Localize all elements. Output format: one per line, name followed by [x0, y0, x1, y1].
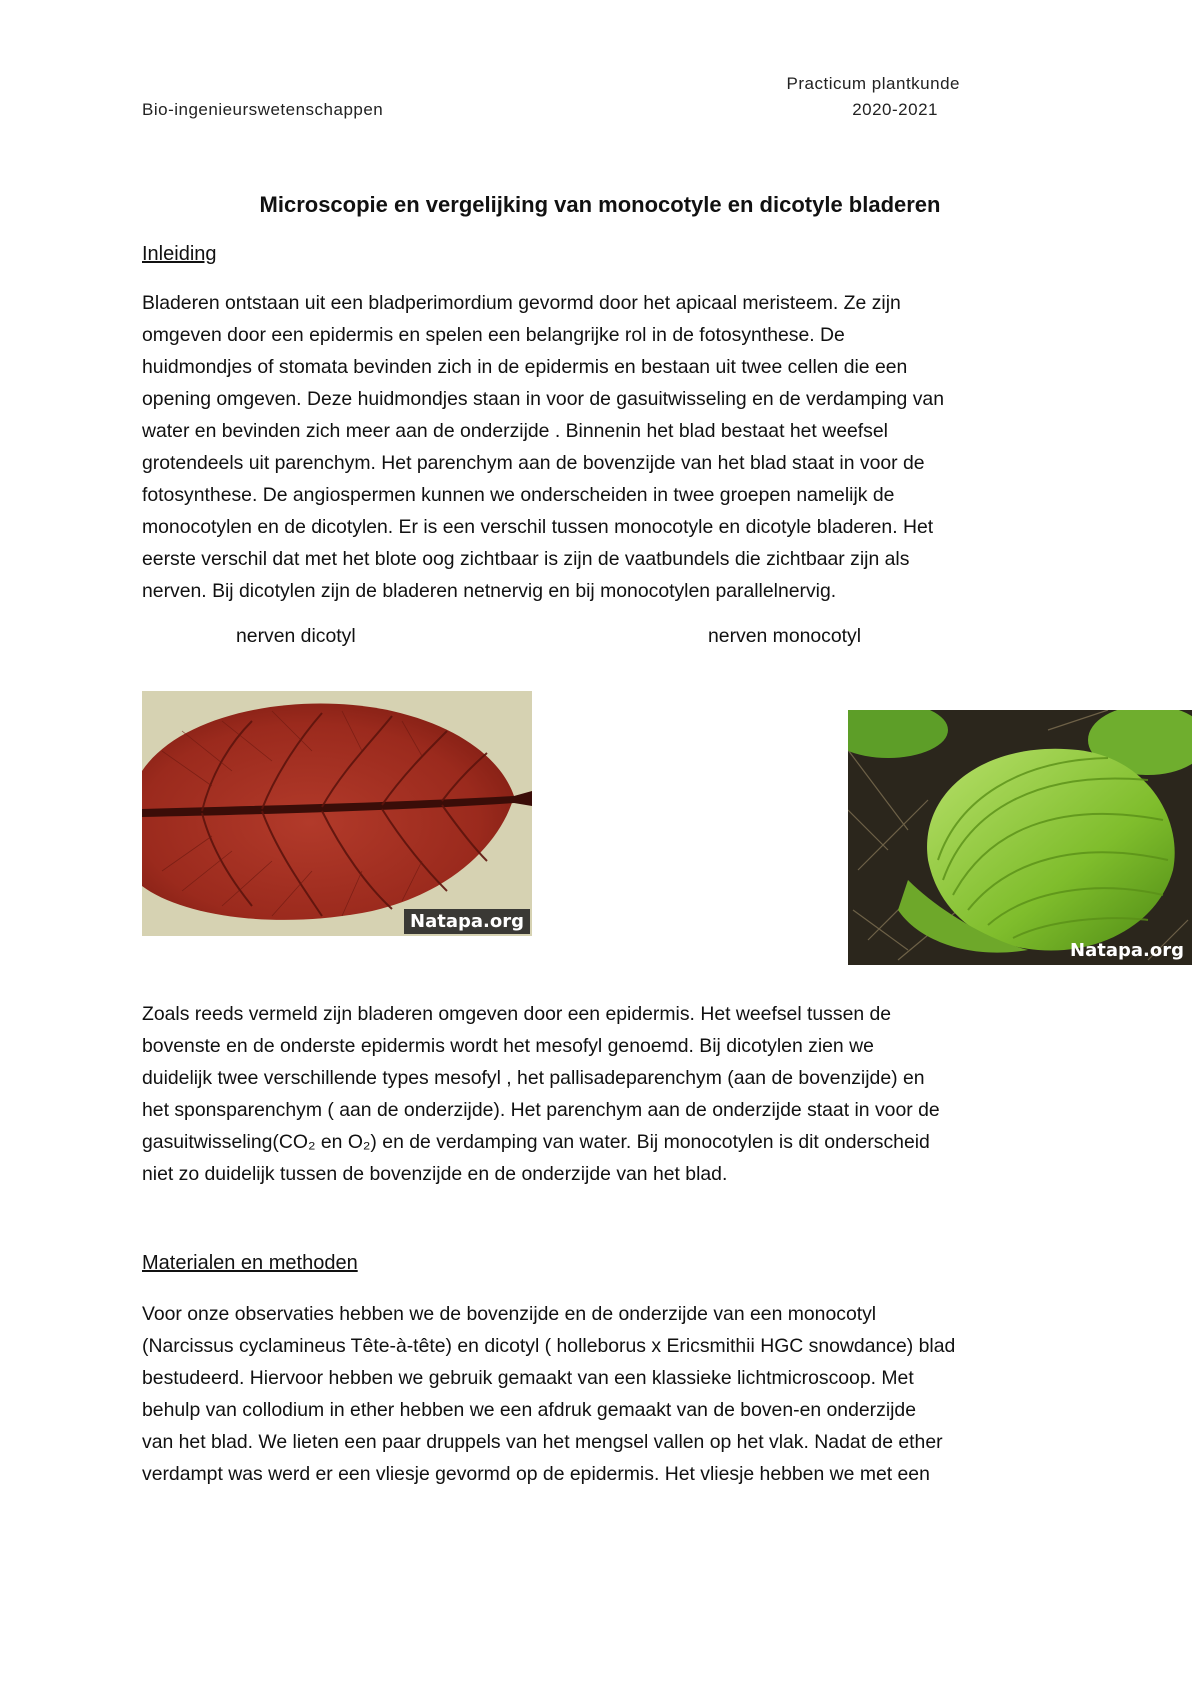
text-line: bestudeerd. Hiervoor hebben we gebruik gemaakt van een klassieke lichtmicroscoop. Met [142, 1367, 914, 1389]
section-heading-methods: Materialen en methoden [142, 1252, 358, 1274]
caption-dicot: nerven dicotyl [236, 625, 356, 647]
text-line: van het blad. We lieten een paar druppels van het mengsel vallen op het vlak. Nadat de ether [142, 1431, 943, 1453]
text-line: water en bevinden zich meer aan de onderzijde . Binnenin het blad bestaat het weefsel [142, 420, 888, 442]
text-line: huidmondjes of stomata bevinden zich in de epidermis en bestaan uit twee cellen die een [142, 356, 908, 378]
text-line: gasuitwisseling(CO₂ en O₂) en de verdamping van water. Bij monocotylen is dit onderscheid [142, 1131, 930, 1153]
header-left: Bio-ingenieurswetenschappen [142, 100, 384, 119]
text-line: (Narcissus cyclamineus Tête-à-tête) en dicotyl ( holleborus x Ericsmithii HGC snowdance) blad [142, 1335, 956, 1357]
text-line: niet zo duidelijk tussen de bovenzijde en de onderzijde van het blad. [142, 1163, 728, 1185]
monocot-leaf-illustration [848, 710, 1192, 965]
text-line: Voor onze observaties hebben we de bovenzijde en de onderzijde van een monocotyl [142, 1303, 877, 1325]
dicot-leaf-illustration [142, 691, 532, 936]
monocot-leaf-image [848, 710, 1192, 965]
text-line: het sponsparenchym ( aan de onderzijde). Het parenchym aan de onderzijde staat in voor de [142, 1099, 940, 1121]
text-line: verdampt was werd er een vliesje gevormd op de epidermis. Het vliesje hebben we met een [142, 1463, 930, 1485]
text-line: omgeven door een epidermis en spelen een belangrijke rol in de fotosynthese. De [142, 324, 845, 346]
text-line: opening omgeven. Deze huidmondjes staan in voor de gasuitwisseling en de verdamping van [142, 388, 944, 410]
text-line: bovenste en de onderste epidermis wordt het mesofyl genoemd. Bij dicotylen zien we [142, 1035, 874, 1057]
text-line: Zoals reeds vermeld zijn bladeren omgeven door een epidermis. Het weefsel tussen de [142, 1003, 892, 1025]
header-right-line2: 2020-2021 [852, 100, 938, 119]
dicot-leaf-image [142, 691, 532, 936]
text-line: fotosynthese. De angiospermen kunnen we onderscheiden in twee groepen namelijk de [142, 484, 895, 506]
watermark-dicot: Natapa.org [404, 909, 530, 934]
text-line: duidelijk twee verschillende types mesofyl , het pallisadeparenchym (aan de bovenzijde) en [142, 1067, 925, 1089]
text-line: eerste verschil dat met het blote oog zichtbaar is zijn de vaatbundels die zichtbaar zijn als [142, 548, 910, 570]
page-title: Microscopie en vergelijking van monocotyle en dicotyle bladeren [259, 192, 941, 217]
text-line: nerven. Bij dicotylen zijn de bladeren netnervig en bij monocotylen parallelnervig. [142, 580, 837, 602]
mesophyll-paragraph [142, 998, 1062, 1190]
text-line: Bladeren ontstaan uit een bladperimordium gevormd door het apicaal meristeem. Ze zijn [142, 292, 901, 314]
text-line: grotendeels uit parenchym. Het parenchym aan de bovenzijde van het blad staat in voor de [142, 452, 925, 474]
caption-monocot: nerven monocotyl [708, 625, 862, 647]
header-right-line1: Practicum plantkunde [786, 74, 960, 93]
text-line: behulp van collodium in ether hebben we een afdruk gemaakt van de boven-en onderzijde [142, 1399, 916, 1421]
methods-paragraph [142, 1298, 1062, 1490]
section-heading-intro: Inleiding [142, 243, 217, 265]
watermark-monocot: Natapa.org [1070, 940, 1184, 961]
intro-paragraph [142, 287, 1062, 607]
text-line: monocotylen en de dicotylen. Er is een verschil tussen monocotyle en dicotyle bladeren. Het [142, 516, 934, 538]
